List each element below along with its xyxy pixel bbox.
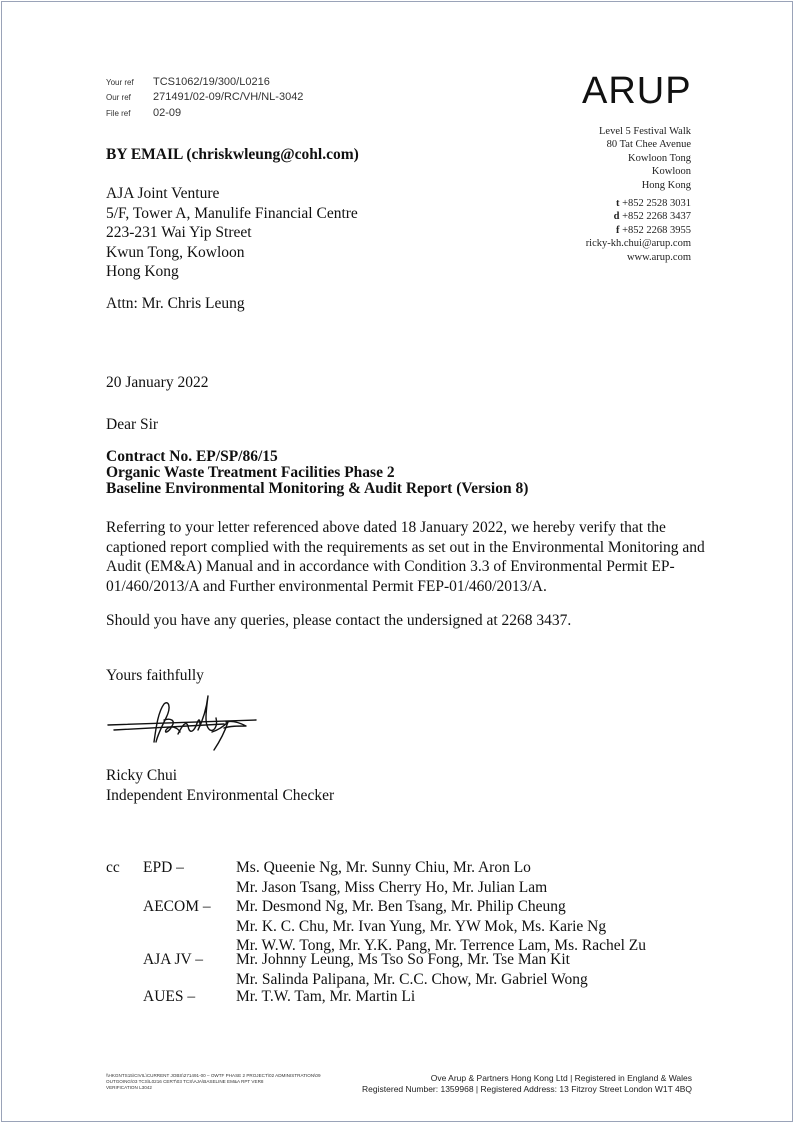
- cc-names-line: Mr. Salinda Palipana, Mr. C.C. Chow, Mr. Gabriel Wong: [236, 970, 588, 988]
- contact-direct: d +852 2268 3437: [613, 211, 691, 223]
- contact-phone: t +852 2528 3031: [615, 198, 691, 209]
- contact-email[interactable]: ricky-kh.chui@arup.com: [585, 238, 691, 250]
- ref-row-file: [106, 107, 303, 122]
- attention-line: Attn: Mr. Chris Leung: [106, 295, 245, 312]
- cc-names-line: Mr. Desmond Ng, Mr. Ben Tsang, Mr. Philip Cheung: [236, 898, 566, 915]
- subject-block: [106, 449, 528, 497]
- subject-line: Contract No. EP/SP/86/15: [106, 448, 278, 465]
- contact-website[interactable]: www.arup.com: [626, 251, 691, 263]
- ref-value: 271491/02-09/RC/VH/NL-3042: [153, 91, 304, 103]
- cc-names-line: Mr. T.W. Tam, Mr. Martin Li: [236, 988, 416, 1005]
- company-logo: ARUP: [582, 70, 692, 112]
- recipient-line: 223-231 Wai Yip Street: [106, 224, 252, 241]
- ref-label: Your ref: [106, 78, 134, 87]
- address-line: Level 5 Festival Walk: [599, 126, 691, 137]
- address-line: Kowloon Tong: [628, 152, 691, 164]
- cc-names-line: Mr. Johnny Leung, Ms Tso So Fong, Mr. Tse Man Kit: [236, 951, 570, 968]
- cc-org-aecom: AECOM –: [143, 898, 211, 915]
- signature-image: [106, 690, 266, 756]
- ref-label: Our ref: [106, 93, 131, 102]
- recipient-line: 5/F, Tower A, Manulife Financial Centre: [106, 204, 358, 222]
- cc-names-aecom: [236, 897, 646, 956]
- contact-fax: f +852 2268 3955: [615, 224, 691, 236]
- ref-row-your: [106, 76, 303, 91]
- address-line: Hong Kong: [641, 179, 691, 191]
- signatory-title: Independent Environmental Checker: [106, 787, 335, 804]
- recipient-line: Kwun Tong, Kowloon: [106, 243, 245, 261]
- ref-label: File ref: [106, 109, 131, 118]
- cc-names-line: Mr. W.W. Tong, Mr. Y.K. Pang, Mr. Terrence Lam, Ms. Rachel Zu: [236, 937, 646, 954]
- cc-names-line: Ms. Queenie Ng, Mr. Sunny Chiu, Mr. Aron Lo: [236, 859, 531, 876]
- company-address: [599, 125, 691, 192]
- closing: Yours faithfully: [106, 667, 204, 684]
- recipient-line: Hong Kong: [106, 263, 179, 280]
- cc-org-aues: AUES –: [143, 988, 196, 1005]
- address-line: Kowloon: [651, 166, 691, 178]
- footer-line: Registered Number: 1359968 | Registered Address: 13 Fitzroy Street London W1T 4BQ: [362, 1084, 692, 1094]
- ref-value: TCS1062/19/300/L0216: [153, 76, 270, 88]
- recipient-address: [106, 184, 358, 282]
- reference-block: [106, 76, 303, 122]
- by-email-line: BY EMAIL (chriskwleung@cohl.com): [106, 146, 359, 163]
- recipient-line: AJA Joint Venture: [106, 185, 220, 202]
- subject-line: Baseline Environmental Monitoring & Audit Report (Version 8): [106, 480, 529, 497]
- address-line: 80 Tat Chee Avenue: [606, 139, 691, 151]
- ref-row-our: [106, 91, 303, 106]
- footer-line: Ove Arup & Partners Hong Kong Ltd | Registered in England & Wales: [430, 1073, 692, 1083]
- body-paragraph: Should you have any queries, please contact the undersigned at 2268 3437.: [106, 612, 572, 629]
- cc-names-line: Mr. K. C. Chu, Mr. Ivan Yung, Mr. YW Mok, Ms. Karie Ng: [236, 917, 607, 935]
- cc-org-epd: EPD –: [143, 859, 184, 876]
- cc-names-aues: [236, 987, 415, 1007]
- company-registration-footer: [362, 1073, 692, 1095]
- letter-date: 20 January 2022: [106, 374, 209, 391]
- salutation: Dear Sir: [106, 416, 159, 433]
- file-path-footer: \\HKGNTS15\CIVIL\CURRENT JOBS\271491-00 – OWTF PHASE 2 PROJECT\02 ADMINISTRATION\09 OUTGOING\03 TCS\L0216 CERT\03 TCS\AJA\BASELINE EM&A RPT VER8 VERIFICATION L3042: [106, 1073, 321, 1090]
- cc-names-line: Mr. Jason Tsang, Miss Cherry Ho, Mr. Julian Lam: [236, 878, 548, 896]
- contact-details: [586, 197, 691, 264]
- ref-value: 02-09: [153, 107, 182, 119]
- body-paragraph: Referring to your letter referenced above dated 18 January 2022, we hereby verify that the captioned report complied with the requirements as set out in the Environmental Monitoring and Audit (EM&A) Manual and in accordance with Condition 3.3 of Environmental Permit EP-01/460/2013/A and Further environmental Permit FEP-01/460/2013/A.: [106, 519, 705, 595]
- cc-org-ajajv: AJA JV –: [143, 951, 204, 968]
- cc-names-epd: [236, 858, 547, 897]
- cc-label: cc: [106, 859, 120, 876]
- subject-line: Organic Waste Treatment Facilities Phase 2: [106, 464, 395, 481]
- signatory-name: Ricky Chui: [106, 767, 178, 784]
- cc-names-ajajv: [236, 950, 588, 989]
